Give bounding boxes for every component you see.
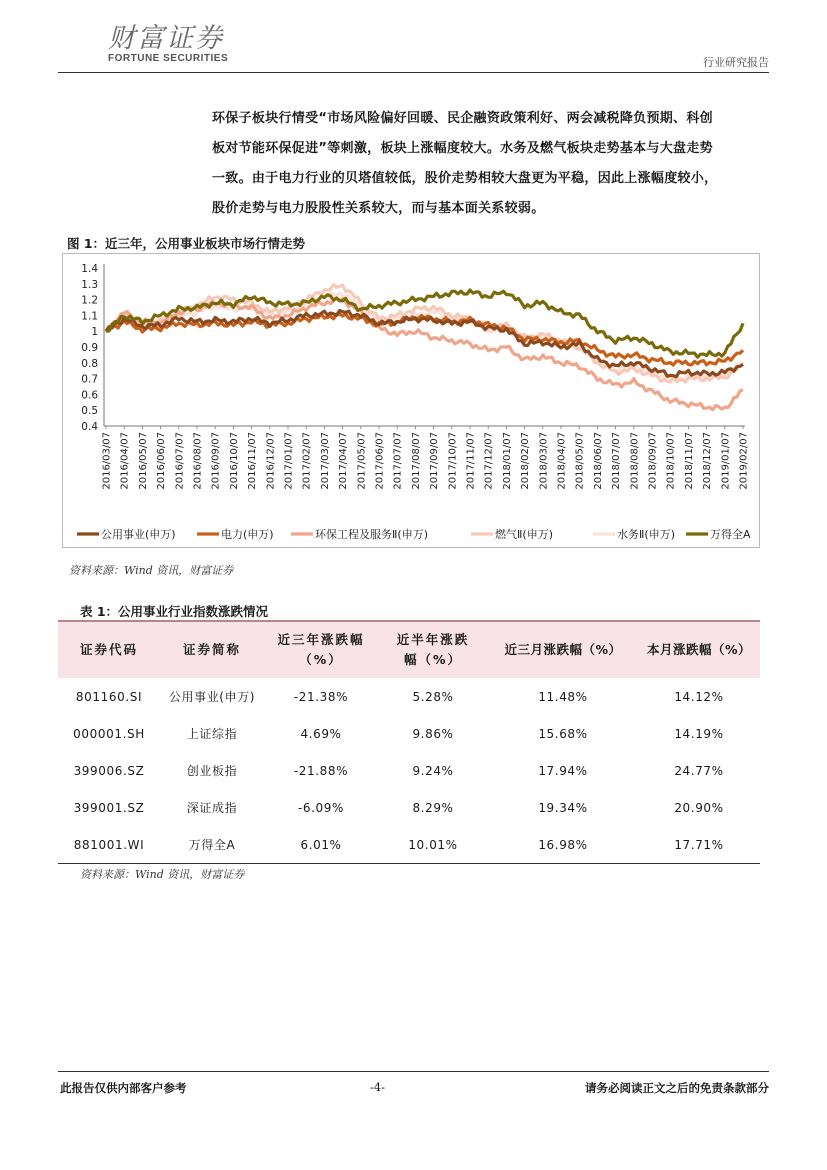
x-tick-label: 2018/11/07 (683, 432, 695, 490)
table-row (58, 715, 760, 752)
x-tick-label: 2019/02/07 (738, 432, 750, 490)
y-tick-label: 1.1 (81, 310, 98, 323)
table-cell: 881001.WI (58, 826, 160, 864)
x-tick-label: 2018/02/07 (520, 432, 532, 490)
x-tick-label: 2016/10/07 (228, 432, 240, 490)
column-header (160, 621, 264, 678)
footer-divider (58, 1071, 769, 1072)
table-cell: 19.34% (538, 800, 588, 815)
table-cell: 16.98% (488, 826, 638, 864)
header-text: 证券代码 (79, 642, 138, 657)
table-cell: 14.12% (674, 689, 724, 704)
y-tick-label: 0.9 (81, 342, 98, 354)
column-header (264, 621, 378, 678)
y-tick-label: 1.2 (81, 294, 98, 307)
table-cell: 399006.SZ (73, 763, 145, 778)
y-tick-label: 0.4 (81, 421, 98, 433)
x-tick-label: 2018/09/07 (647, 432, 659, 490)
legend-label: 环保工程及服务Ⅱ(申万) (315, 528, 428, 541)
y-tick-label: 1.4 (81, 263, 98, 275)
x-tick-label: 2018/10/07 (665, 432, 677, 490)
x-tick-label: 2016/09/07 (210, 432, 222, 490)
header-text: （%） (299, 652, 343, 667)
x-tick-label: 2017/11/07 (465, 432, 477, 490)
y-tick-label: 1 (91, 326, 98, 339)
table-cell: 9.86% (412, 726, 454, 741)
x-tick-label: 2018/01/07 (501, 432, 513, 490)
x-tick-label: 2017/10/07 (447, 432, 459, 490)
x-tick-label: 2016/05/07 (137, 432, 149, 490)
x-tick-label: 2016/03/07 (101, 432, 113, 490)
legend-label: 水务Ⅱ(申万) (617, 528, 675, 541)
table-cell: 20.90% (674, 800, 724, 815)
table-cell: 上证综指 (186, 727, 238, 741)
table-cell: 6.01% (264, 826, 378, 864)
line-chart (63, 254, 759, 547)
paragraph-line: 板对节能环保促进”等刺激，板块上涨幅度较大。水务及燃气板块走势基本与大盘走势 (212, 141, 713, 156)
y-tick-label: 0.8 (81, 357, 98, 370)
x-tick-label: 2017/09/07 (429, 432, 441, 490)
table-cell: 万得全A (160, 826, 264, 864)
report-type-label: 行业研究报告 (703, 56, 769, 69)
table-cell: -6.09% (297, 800, 345, 815)
table-cell: 24.77% (674, 763, 724, 778)
figure-source: 资料来源：Wind 资讯，财富证券 (69, 564, 234, 577)
body-paragraph (212, 104, 772, 224)
table-cell: 15.68% (538, 726, 588, 741)
x-tick-label: 2017/08/07 (410, 432, 422, 490)
legend-label: 万得全A (710, 528, 751, 541)
table-title: 表 1：公用事业行业指数涨跌情况 (80, 604, 269, 619)
table-header-row (58, 621, 760, 678)
x-tick-label: 2016/11/07 (247, 432, 259, 490)
table-cell: 5.28% (412, 689, 454, 704)
x-tick-label: 2016/07/07 (174, 432, 186, 490)
footer-disclaimer-left: 此报告仅供内部客户参考 (60, 1081, 187, 1095)
x-tick-label: 2018/03/07 (538, 432, 550, 490)
index-performance-table (58, 620, 760, 864)
table-row (58, 789, 760, 826)
x-tick-label: 2017/03/07 (319, 432, 331, 490)
x-tick-label: 2017/06/07 (374, 432, 386, 490)
table-cell: 9.24% (412, 763, 454, 778)
table-row (58, 752, 760, 789)
table-cell: 399001.SZ (73, 800, 145, 815)
x-tick-label: 2016/04/07 (119, 432, 131, 490)
column-header (638, 621, 760, 678)
x-tick-label: 2018/07/07 (611, 432, 623, 490)
footer-disclaimer-right: 请务必阅读正文之后的免责条款部分 (585, 1081, 769, 1095)
legend-label: 燃气Ⅱ(申万) (495, 528, 553, 541)
y-tick-label: 1.3 (81, 278, 98, 291)
table-cell: 4.69% (300, 726, 342, 741)
x-tick-label: 2017/02/07 (301, 432, 313, 490)
y-tick-label: 0.6 (81, 389, 98, 402)
header-divider (58, 72, 769, 73)
x-tick-label: 2019/01/07 (720, 432, 732, 490)
legend-label: 电力(申万) (221, 528, 274, 541)
column-header (488, 621, 638, 678)
paragraph-line: 一致。由于电力行业的贝塔值较低，股价走势相较大盘更为平稳，因此上涨幅度较小， (212, 171, 718, 186)
x-tick-label: 2016/08/07 (192, 432, 204, 490)
y-tick-label: 0.7 (81, 373, 98, 386)
x-tick-label: 2017/12/07 (483, 432, 495, 490)
column-header (378, 621, 488, 678)
y-tick-label: 0.5 (81, 405, 98, 418)
x-tick-label: 2017/04/07 (338, 432, 350, 490)
x-tick-label: 2018/06/07 (592, 432, 604, 490)
legend-label: 公用事业(申万) (101, 528, 176, 541)
column-header (58, 621, 160, 678)
table-cell: -21.38% (293, 689, 349, 704)
table-cell: 17.71% (638, 826, 760, 864)
x-tick-label: 2018/08/07 (629, 432, 641, 490)
table-row (58, 678, 760, 715)
page-number: -4- (370, 1080, 386, 1094)
table-cell: 801160.SI (75, 689, 143, 704)
header-text: 近三年涨跌幅 (277, 632, 365, 647)
paragraph-line: 股价走势与电力股股性关系较大，而与基本面关系较弱。 (212, 201, 545, 216)
x-tick-label: 2018/12/07 (702, 432, 714, 490)
x-tick-label: 2016/12/07 (265, 432, 277, 490)
table-row (58, 826, 760, 864)
header-text: 证券简称 (182, 642, 241, 657)
header-text: 近三月涨跌幅（%） (504, 642, 622, 657)
header-text: 幅（%） (403, 652, 463, 667)
x-tick-label: 2017/05/07 (356, 432, 368, 490)
header-text: 本月涨跌幅（%） (646, 642, 752, 657)
table-cell: 000001.SH (73, 726, 145, 741)
paragraph-line: 环保子板块行情受“市场风险偏好回暖、民企融资政策利好、两会减税降负预期、科创 (212, 111, 713, 126)
x-tick-label: 2017/07/07 (392, 432, 404, 490)
header-text: 近半年涨跌 (396, 632, 470, 647)
table-cell: 14.19% (674, 726, 724, 741)
x-tick-label: 2016/06/07 (156, 432, 168, 490)
figure-title: 图 1：近三年，公用事业板块市场行情走势 (67, 236, 306, 251)
company-logo-english: FORTUNE SECURITIES (108, 53, 229, 64)
company-logo-chinese: 财富证券 (108, 23, 224, 54)
table-cell: 深证成指 (186, 801, 238, 815)
table-cell: 8.29% (412, 800, 454, 815)
table-cell: 公用事业(申万) (168, 690, 256, 704)
table-cell: 10.01% (378, 826, 488, 864)
x-tick-label: 2018/04/07 (556, 432, 568, 490)
table-source: 资料来源：Wind 资讯，财富证券 (80, 868, 245, 881)
table-cell: 17.94% (538, 763, 588, 778)
table-cell: 11.48% (538, 689, 588, 704)
table-cell: -21.88% (293, 763, 349, 778)
x-tick-label: 2017/01/07 (283, 432, 295, 490)
table-cell: 创业板指 (186, 764, 238, 778)
x-tick-label: 2018/05/07 (574, 432, 586, 490)
